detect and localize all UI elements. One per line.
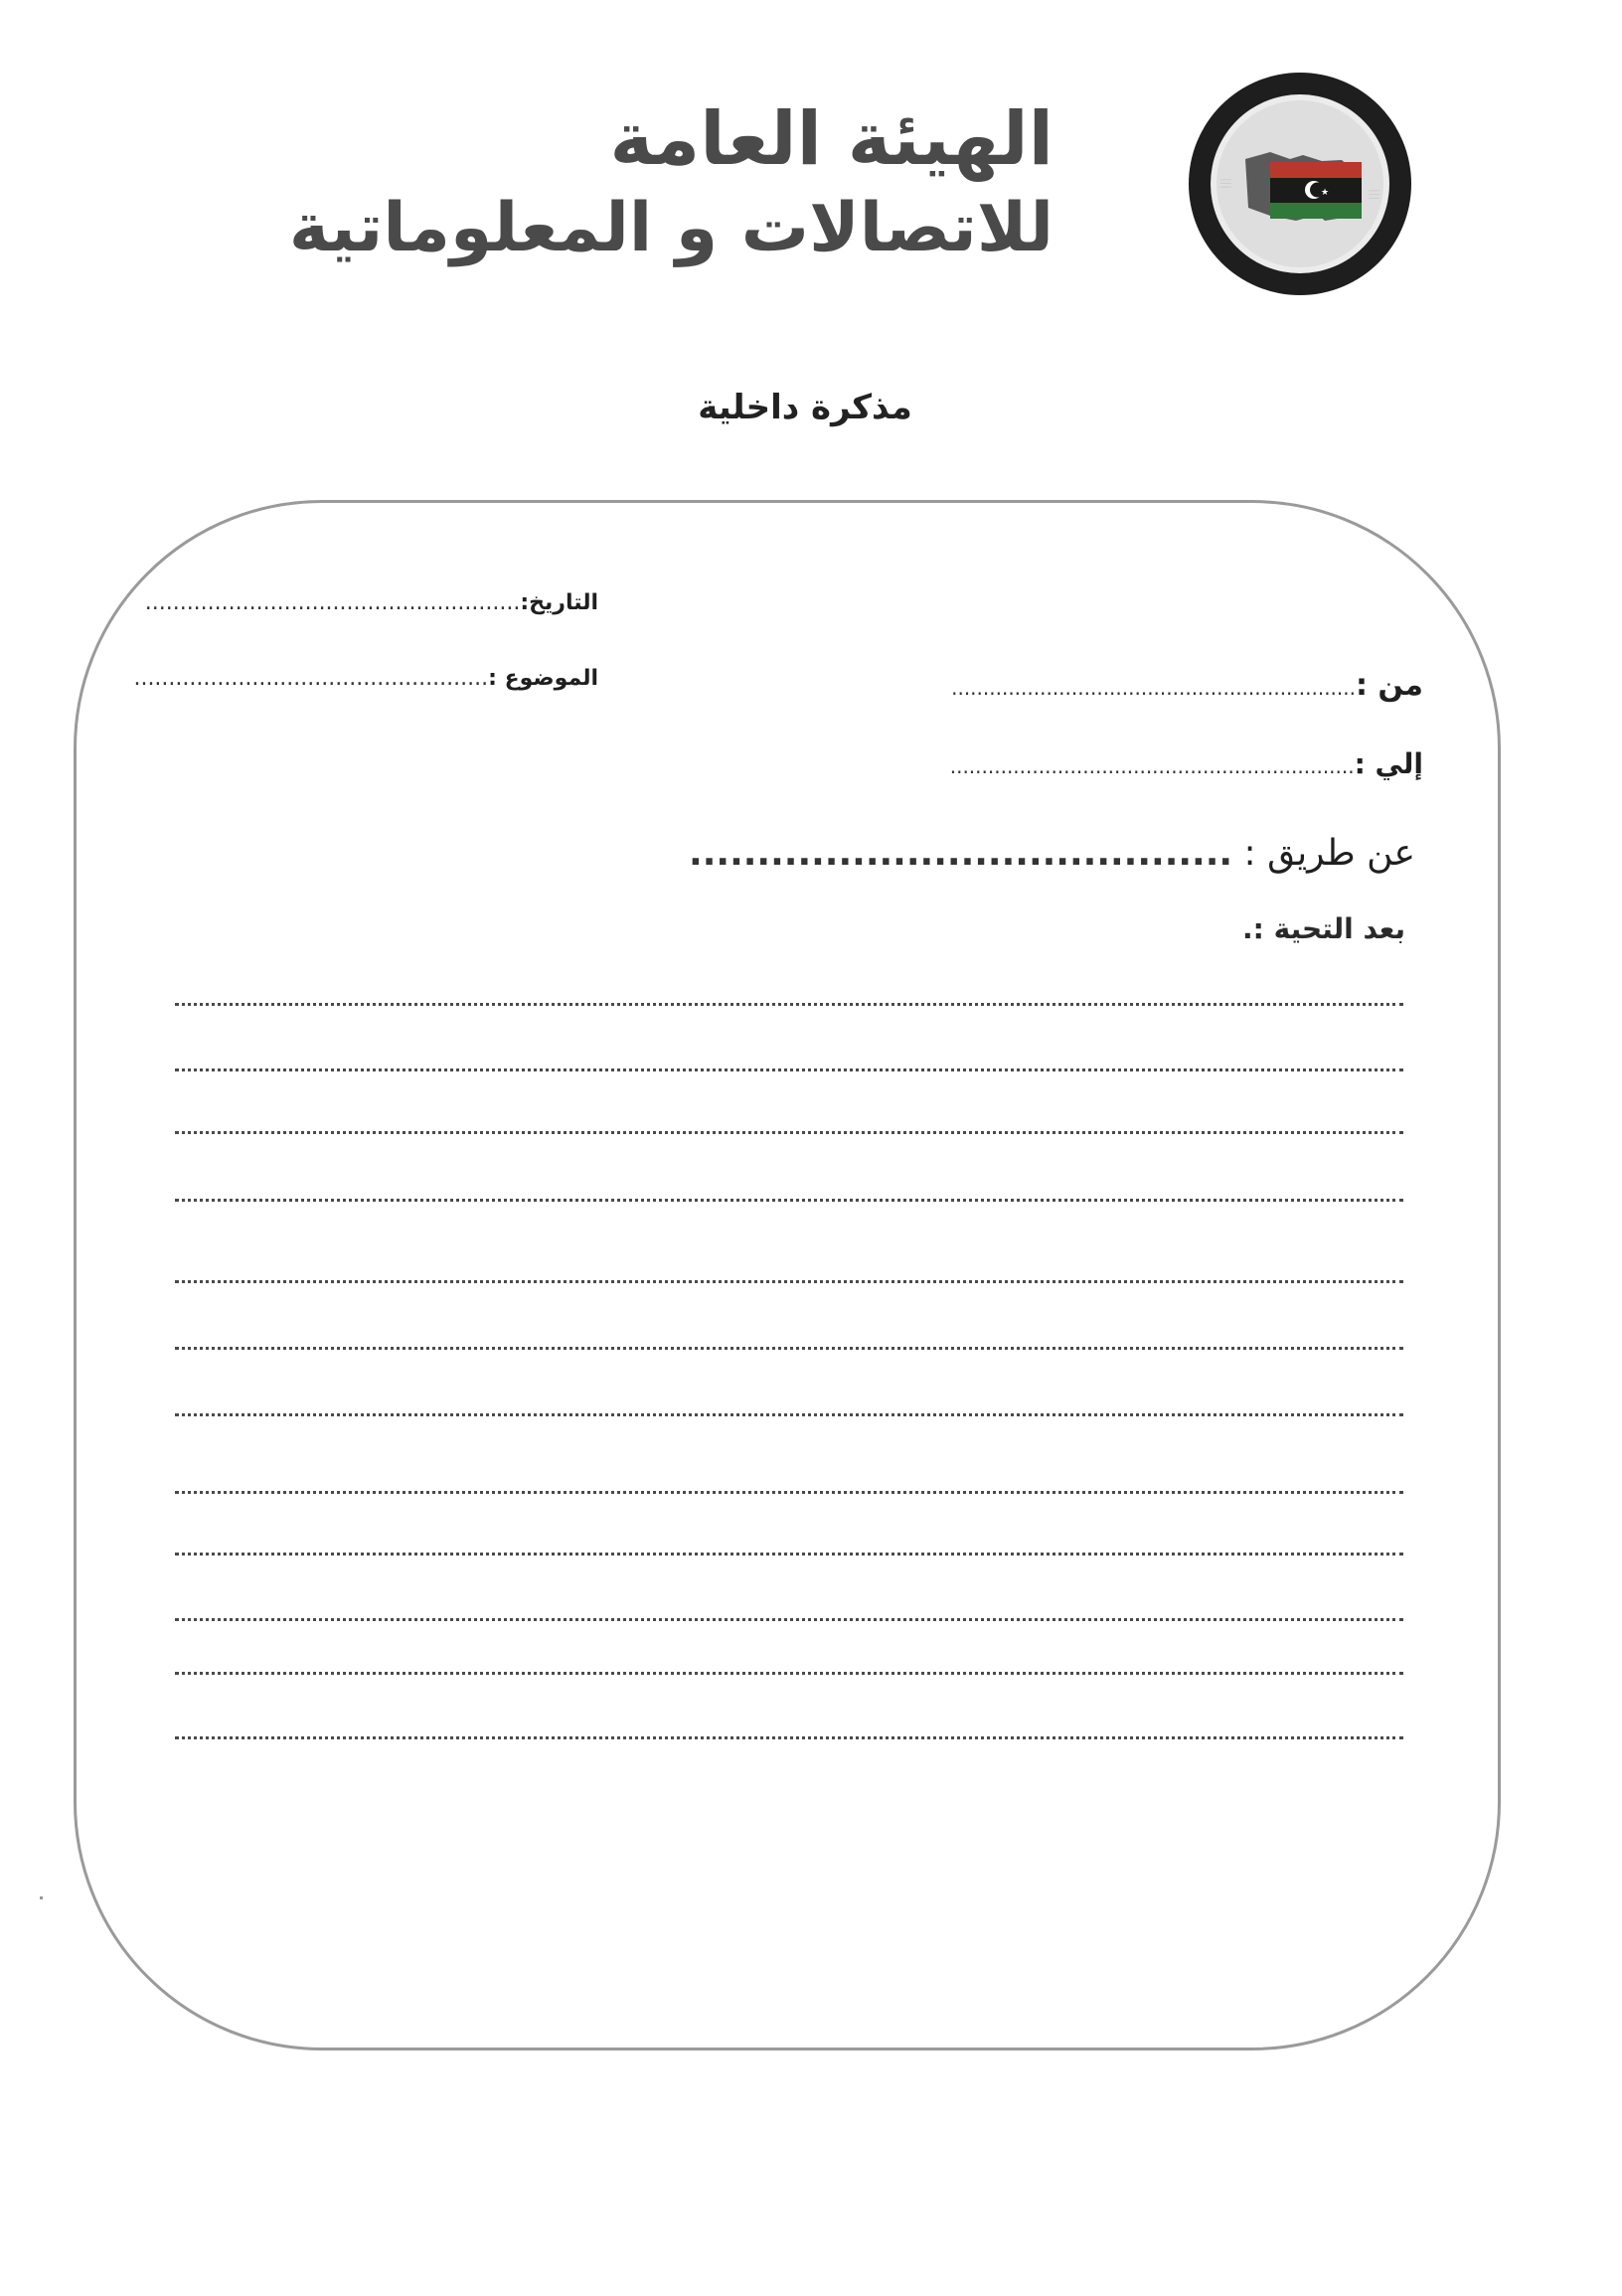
subject-value: ................................................... — [133, 666, 489, 691]
body-dotted-line — [175, 1736, 1403, 1739]
date-label: التاريخ: — [520, 590, 598, 615]
to-field — [950, 747, 1423, 780]
organization-header — [129, 94, 1054, 273]
body-dotted-line — [175, 1199, 1403, 1202]
date-value: ...................................................... — [144, 590, 521, 615]
via-value: ........................................ — [689, 833, 1233, 874]
from-value: ................................................................ — [951, 676, 1356, 700]
memo-frame — [74, 500, 1501, 2050]
from-field — [951, 668, 1423, 703]
svg-text:|||: ||| — [1369, 189, 1381, 201]
body-dotted-line — [175, 1003, 1403, 1006]
subject-field — [133, 666, 598, 691]
from-label: من : — [1355, 668, 1423, 703]
via-field — [689, 833, 1415, 874]
body-dotted-line — [175, 1280, 1403, 1283]
body-dotted-line — [175, 1618, 1403, 1621]
body-dotted-line — [175, 1553, 1403, 1556]
greeting-text: بعد التحية :. — [1242, 912, 1405, 945]
via-label: عن طريق : — [1243, 833, 1415, 874]
libya-map-flag-emblem-icon — [1121, 70, 1479, 298]
body-dotted-line — [175, 1068, 1403, 1071]
org-name-line1: الهيئة العامة — [609, 96, 1054, 182]
to-value: ................................................................ — [949, 754, 1355, 778]
svg-text:|||: ||| — [1218, 177, 1231, 189]
subject-label: الموضوع : — [488, 666, 598, 691]
body-dotted-line — [175, 1413, 1403, 1416]
body-dotted-line — [175, 1131, 1403, 1134]
date-field — [145, 590, 598, 615]
memo-title: مذكرة داخلية — [698, 388, 912, 427]
org-name-line2: للاتصالات و المعلوماتية — [288, 189, 1054, 267]
body-dotted-line — [175, 1347, 1403, 1350]
scan-speck — [40, 1896, 43, 1899]
svg-text:★: ★ — [1321, 188, 1330, 198]
body-dotted-line — [175, 1491, 1403, 1494]
body-dotted-line — [175, 1672, 1403, 1675]
to-label: إلي : — [1354, 747, 1423, 780]
